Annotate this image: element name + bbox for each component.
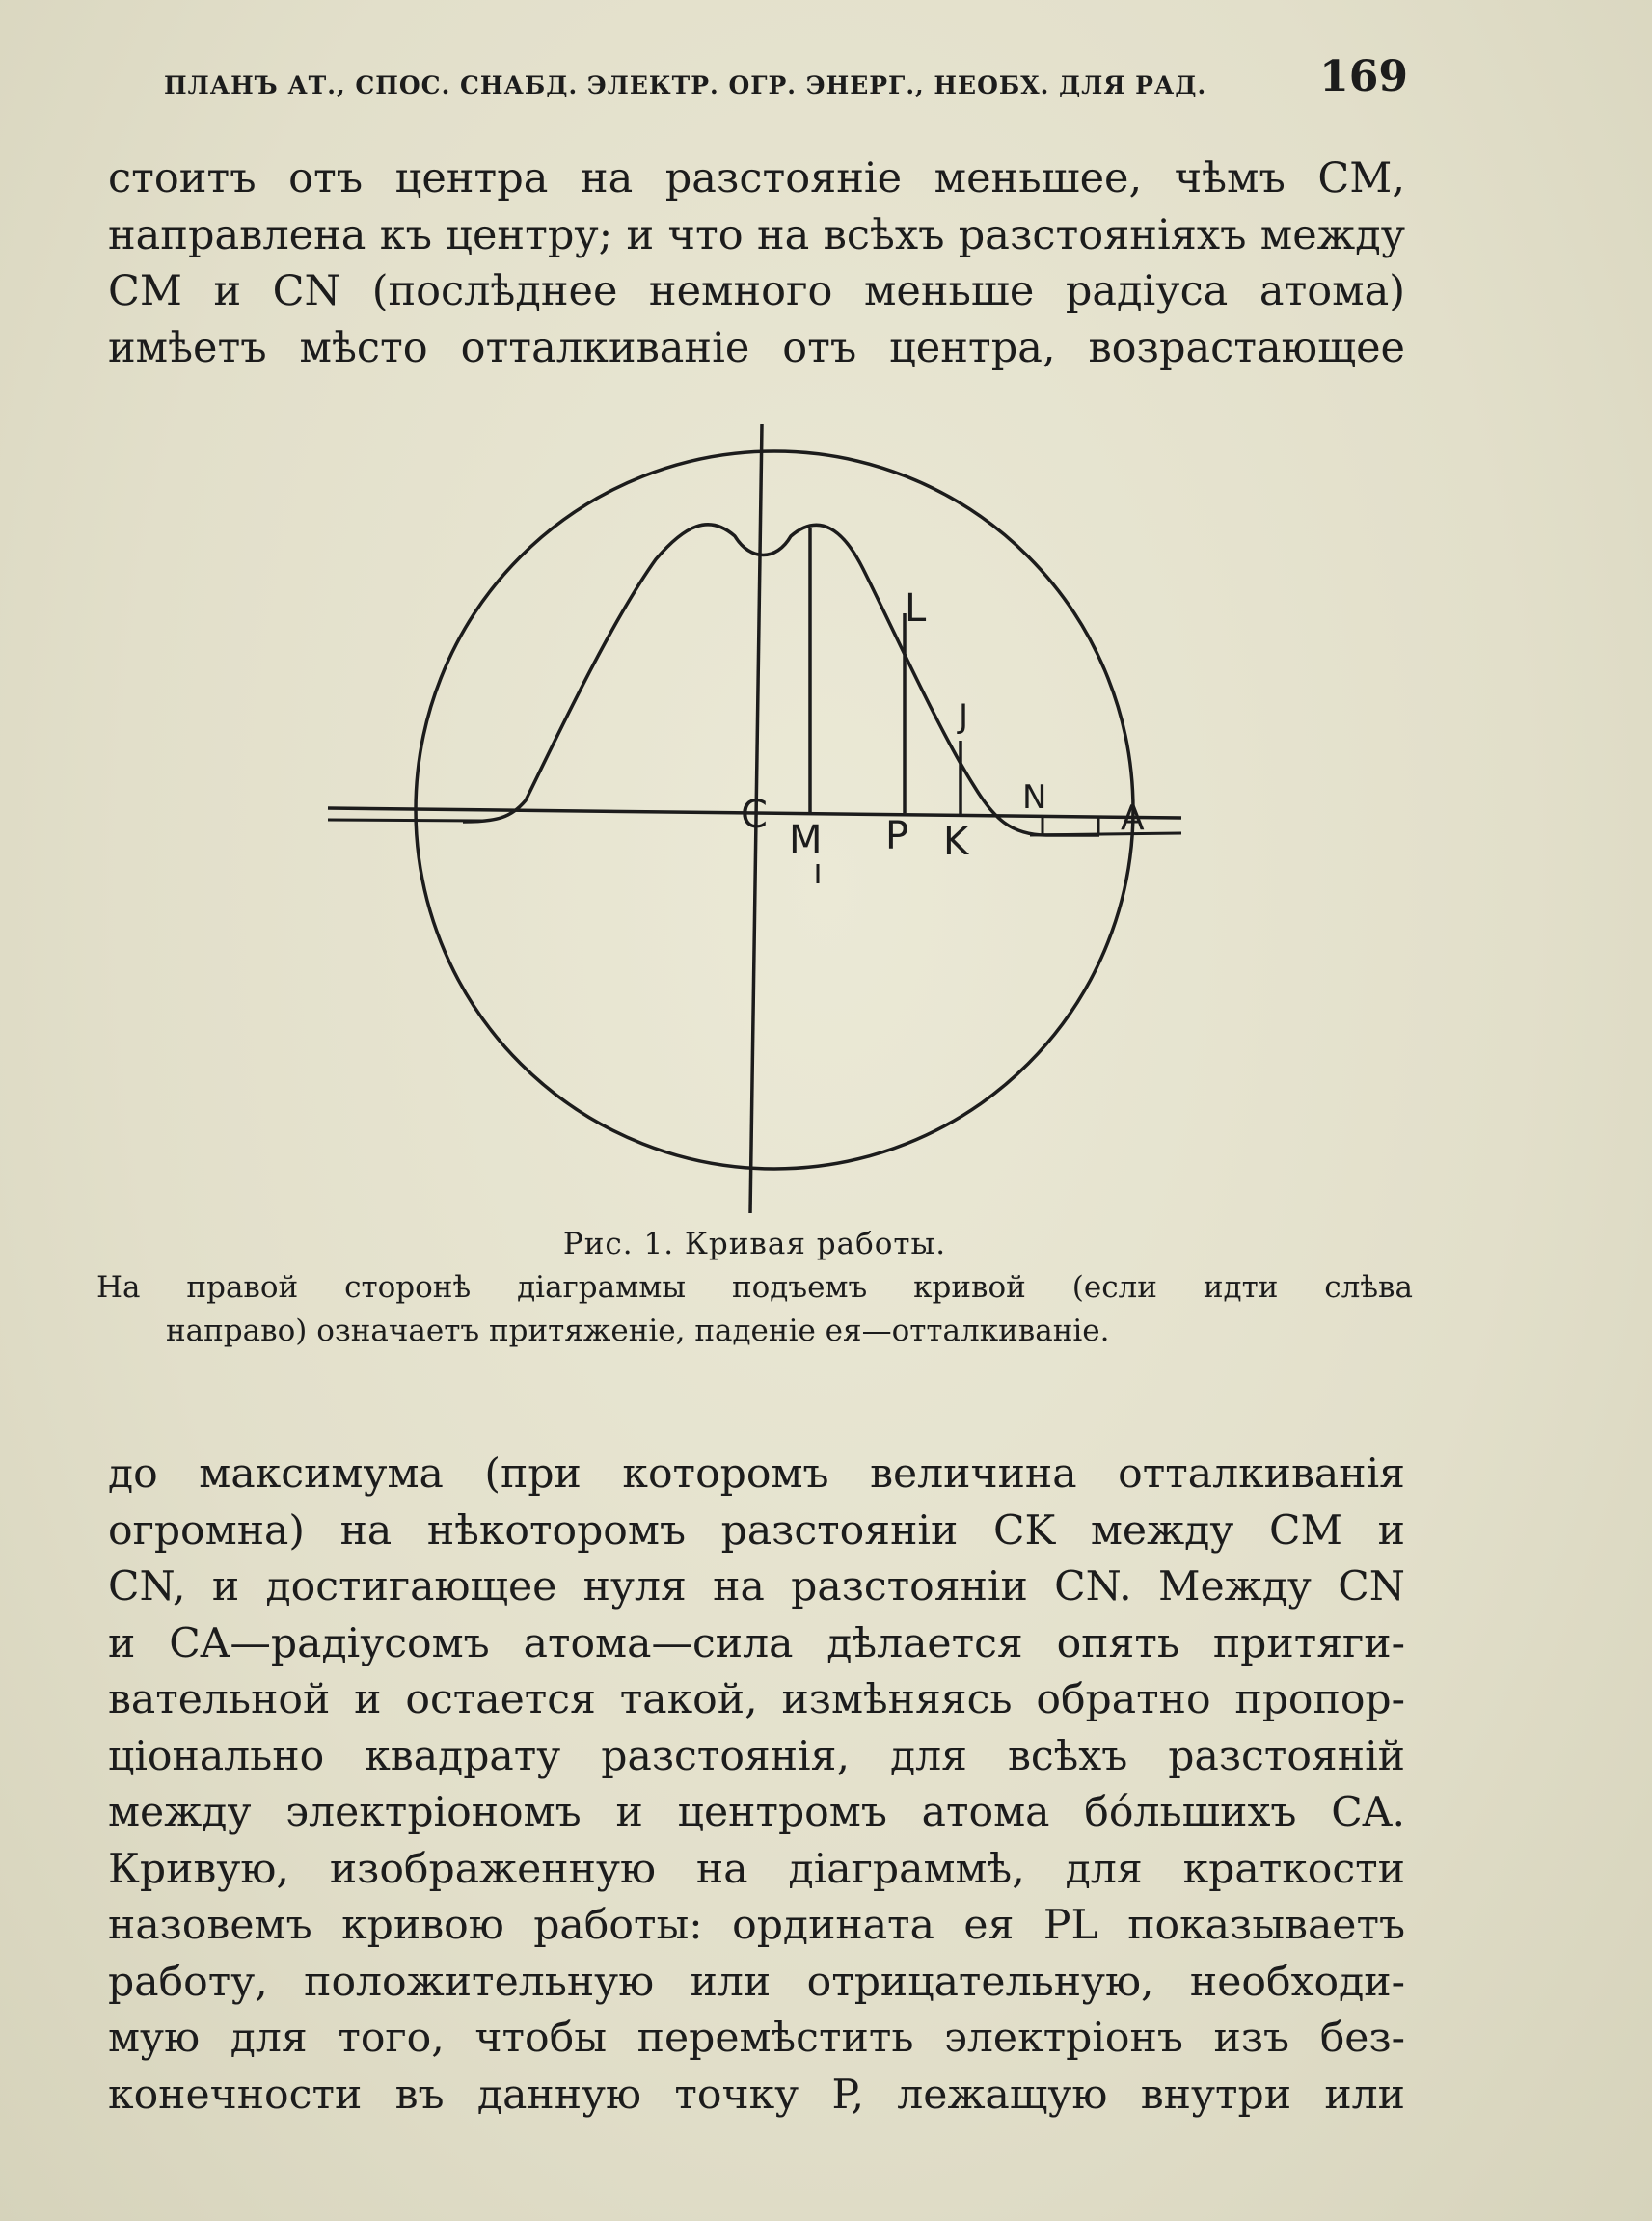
text-line: и CA—радіусомъ атома—сила дѣлается опять притяги-: [108, 1619, 1405, 1667]
label-P: P: [885, 814, 909, 858]
text-line: направлена къ центру; и что на всѣхъ разстояніяхъ между: [108, 210, 1405, 259]
text-line: огромна) на нѣкоторомъ разстояніи CK между CM и: [108, 1506, 1405, 1555]
horizontal-axis-lower: [328, 820, 482, 821]
text-line: CN, и достигающее нуля на разстояніи CN. Между CN: [108, 1563, 1405, 1611]
page-number: 169: [1319, 52, 1408, 101]
work-curve: [463, 525, 1099, 835]
label-M: M: [789, 818, 823, 862]
running-head-title: ПЛАНЪ АТ., СПОС. СНАБД. ЭЛЕКТР. ОГР. ЭНЕРГ., НЕОБХ. ДЛЯ РАД.: [164, 71, 1207, 99]
caption-title: Рис. 1. Кривая работы.: [562, 1227, 947, 1261]
label-A: A: [1121, 799, 1145, 838]
text-line: ціонально квадрату разстоянія, для всѣхъ разстояній: [108, 1732, 1405, 1780]
text-line: стоитъ отъ центра на разстояніе меньшее, чѣмъ CM,: [108, 154, 1405, 203]
text-line: CM и CN (послѣднее немного меньше радіуса атома): [108, 267, 1405, 315]
label-J: J: [959, 697, 969, 736]
text-line: вательной и остается такой, измѣняясь обратно пропор-: [108, 1676, 1405, 1723]
text-line: имѣетъ мѣсто отталкиваніе отъ центра, возрастающее: [108, 323, 1405, 372]
text-line: назовемъ кривою работы: ордината ея PL показываетъ: [108, 1902, 1405, 1949]
label-N: N: [1022, 778, 1047, 817]
figure-caption: [96, 1223, 1413, 1353]
text-line: между электріономъ и центромъ атома бо́льшихъ CA.: [108, 1789, 1405, 1836]
text-line: работу, положительную или отрицательную, необходи-: [108, 1958, 1405, 2006]
paragraph-bottom: [108, 1447, 1405, 2124]
text-line: конечности въ данную точку P, лежащую внутри или: [108, 2071, 1405, 2119]
label-C: C: [741, 793, 768, 837]
text-line: до максимума (при которомъ величина отталкиванія: [108, 1450, 1405, 1498]
text-line: Кривую, изображенную на діаграммѣ, для краткости: [108, 1845, 1405, 1893]
text-line: мую для того, чтобы перемѣстить электріонъ изъ без-: [108, 2015, 1405, 2062]
caption-line: направо) означаетъ притяженіе, паденіе ея—отталкиваніе.: [166, 1314, 1110, 1348]
label-L: L: [905, 586, 927, 631]
caption-line: На правой сторонѣ діаграммы подъемъ кривой (если идти слѣва: [96, 1270, 1413, 1305]
label-K: K: [943, 820, 969, 864]
